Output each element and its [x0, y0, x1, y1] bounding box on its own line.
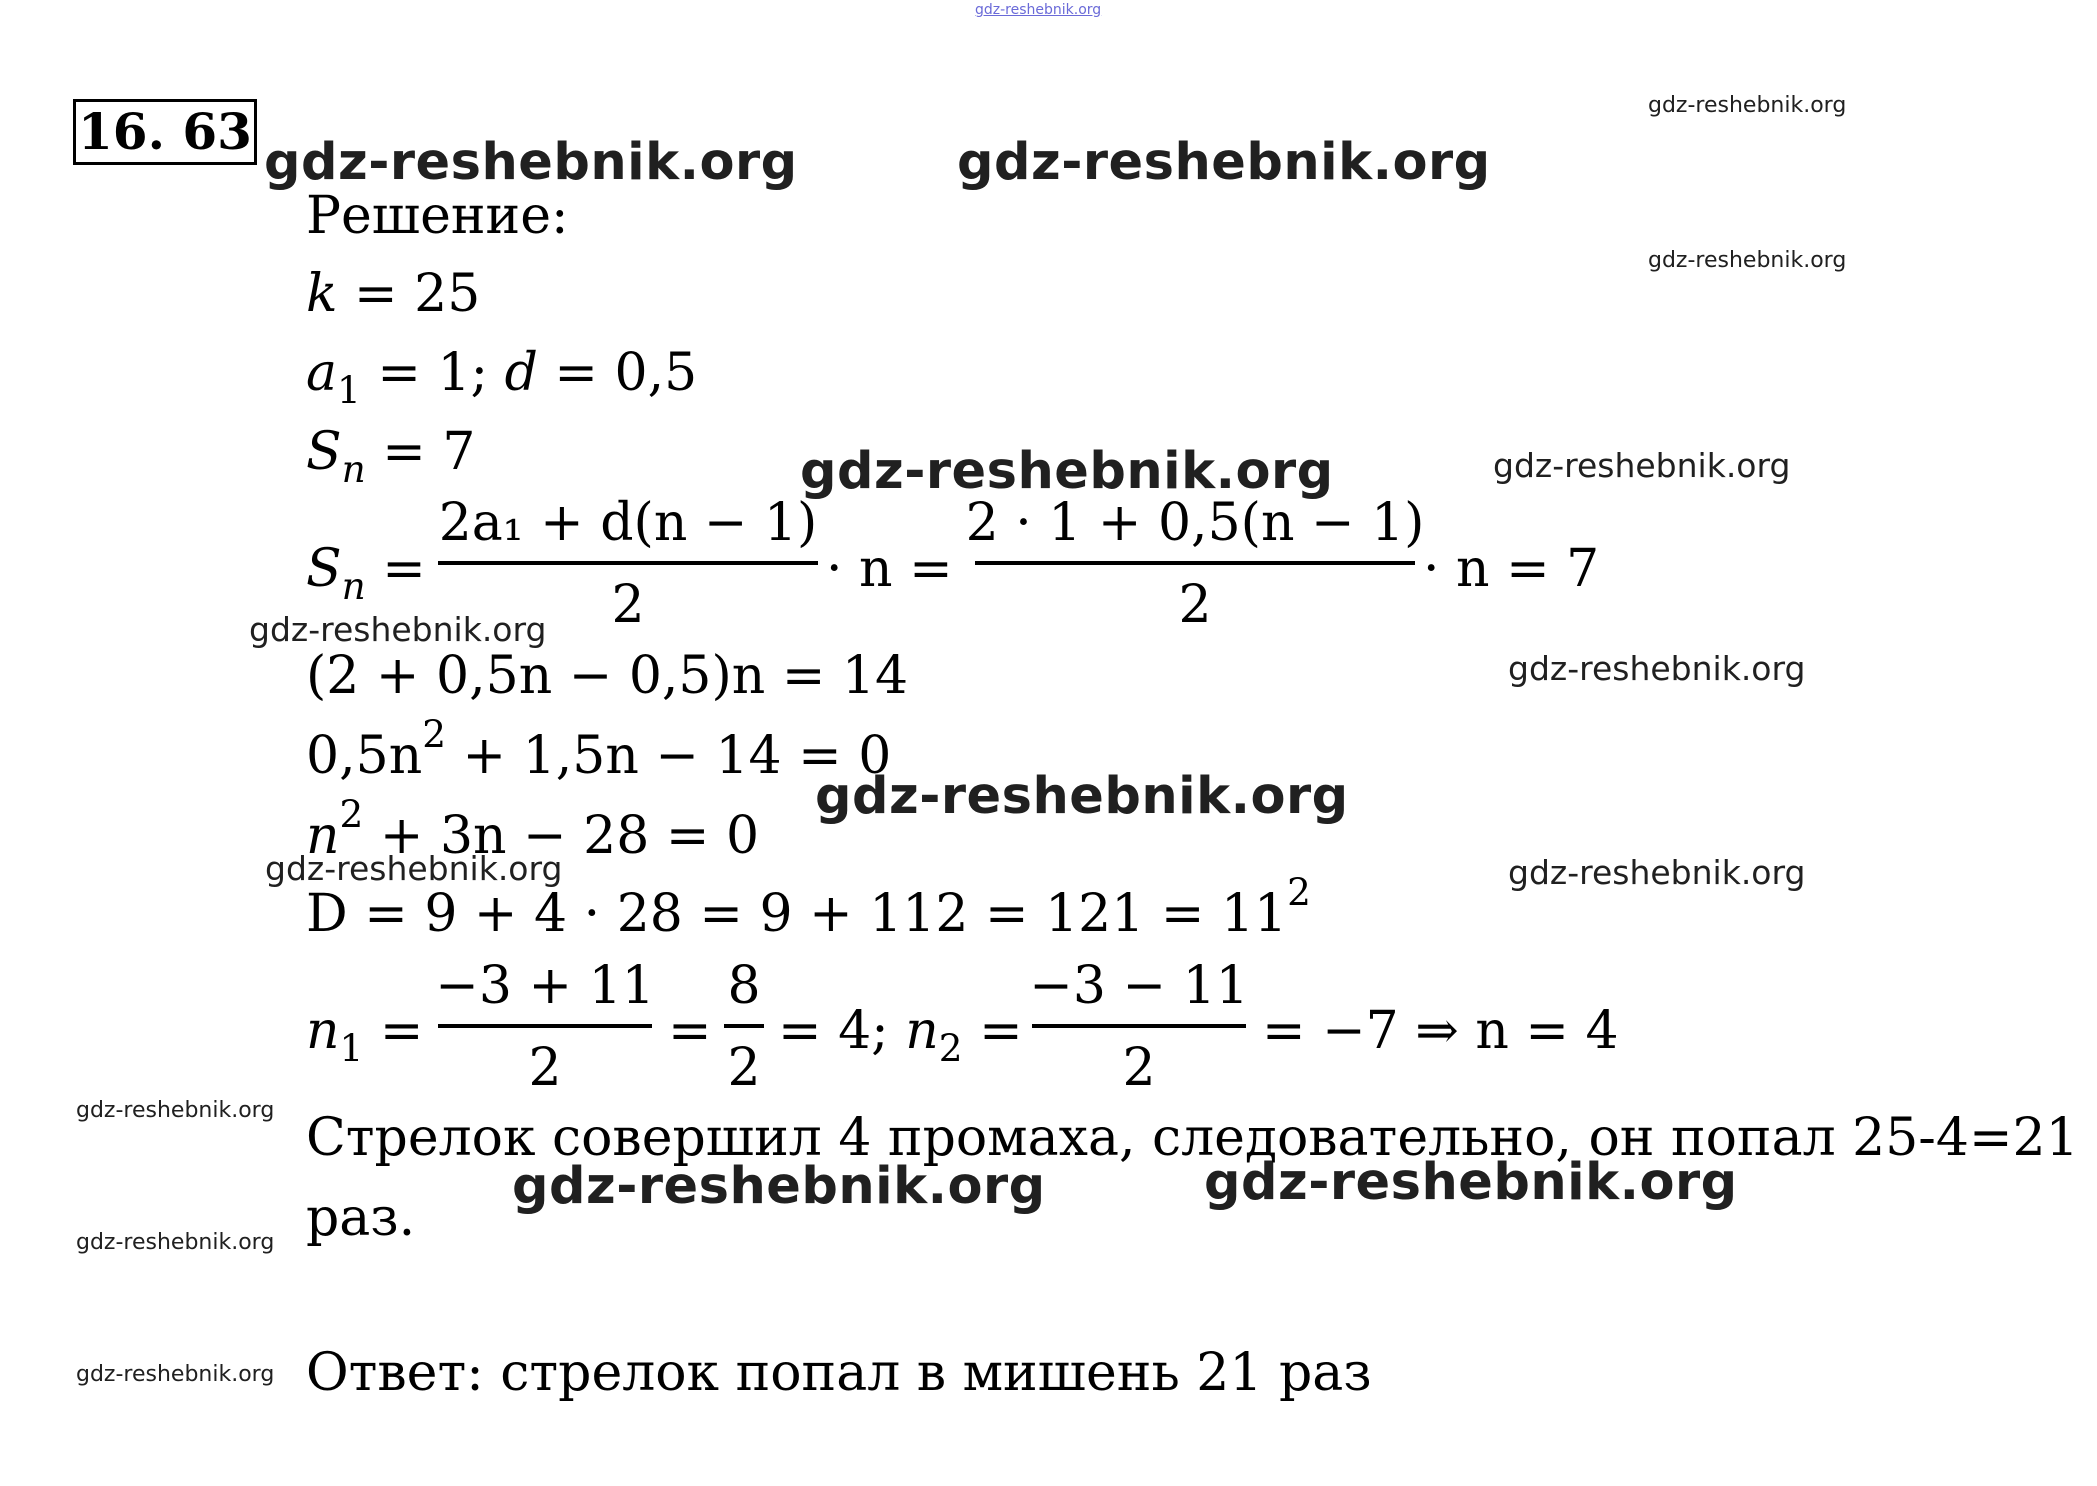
- watermark: gdz-reshebnik.org: [1508, 649, 1806, 688]
- fraction-numerator: 8: [727, 956, 761, 1016]
- exponent: 2: [1287, 869, 1311, 914]
- roots-fraction-1: [435, 956, 655, 1098]
- var-s: S: [306, 422, 342, 482]
- watermark: gdz-reshebnik.org: [1204, 1153, 1738, 1212]
- solution-heading: Решение:: [306, 186, 569, 246]
- exponent: 2: [339, 791, 364, 836]
- watermark: gdz-reshebnik.org: [1648, 93, 1847, 118]
- eq2-rest: + 1,5n − 14 = 0: [446, 726, 892, 786]
- eq2-start: 0,5n: [306, 726, 423, 786]
- equation-line-1: (2 + 0,5n − 0,5)n = 14: [306, 646, 909, 706]
- roots-mid-text: = 4;: [778, 1001, 889, 1061]
- roots-fraction-3: [1029, 956, 1249, 1098]
- given-a1-value: = 1;: [377, 343, 505, 403]
- watermark: gdz-reshebnik.org: [815, 767, 1349, 826]
- watermark: gdz-reshebnik.org: [265, 849, 563, 888]
- fraction-numerator: −3 − 11: [1029, 956, 1249, 1016]
- fraction-denominator: 2: [1122, 1038, 1156, 1098]
- watermark-top[interactable]: gdz-reshebnik.org: [975, 2, 1102, 18]
- given-sn-value: = 7: [382, 422, 476, 482]
- given-d-value: = 0,5: [554, 343, 698, 403]
- var-k: k: [306, 264, 338, 324]
- var-a: a: [306, 343, 338, 403]
- formula-fraction-1: [438, 493, 818, 635]
- index-1: 1: [337, 368, 361, 413]
- discriminant-line: [306, 869, 1311, 944]
- equation-line-3: [306, 791, 760, 866]
- fraction-bar: [438, 1024, 652, 1028]
- var-n: n: [306, 806, 340, 866]
- watermark: gdz-reshebnik.org: [957, 133, 1491, 192]
- equation-line-2: [306, 711, 892, 786]
- fraction-denominator: 2: [727, 1038, 761, 1098]
- given-k-value: = 25: [354, 264, 481, 324]
- answer-line: Ответ: стрелок попал в мишень 21 раз: [306, 1343, 1372, 1403]
- fraction-numerator: 2a₁ + d(n − 1): [438, 493, 818, 553]
- watermark: gdz-reshebnik.org: [264, 133, 798, 192]
- watermark: gdz-reshebnik.org: [76, 1362, 275, 1387]
- fraction-denominator: 2: [1178, 575, 1212, 635]
- roots-mid: = 4; $n_2$ =: [778, 1001, 1023, 1071]
- var-d: d: [504, 343, 538, 403]
- formula-fraction-2: [965, 493, 1425, 635]
- watermark: gdz-reshebnik.org: [512, 1157, 1046, 1216]
- given-a1-d: [306, 343, 698, 413]
- watermark: gdz-reshebnik.org: [76, 1098, 275, 1123]
- formula-tail: · n = 7: [1423, 539, 1600, 599]
- given-k: [306, 264, 481, 324]
- formula-mid: · n =: [826, 539, 953, 599]
- given-sn: [306, 422, 476, 492]
- roots-tail: = −7 ⇒ n = 4: [1262, 1001, 1619, 1061]
- task-number: 16. 63: [73, 99, 257, 165]
- exponent: 2: [422, 711, 446, 756]
- formula-eq: =: [382, 539, 426, 599]
- conclusion-line-2: раз.: [306, 1188, 416, 1248]
- eq3-rest: + 3n − 28 = 0: [363, 806, 760, 866]
- watermark: gdz-reshebnik.org: [1508, 853, 1806, 892]
- watermark: gdz-reshebnik.org: [249, 610, 547, 649]
- fraction-numerator: 2 · 1 + 0,5(n − 1): [965, 493, 1425, 553]
- fraction-numerator: −3 + 11: [435, 956, 655, 1016]
- fraction-bar: [438, 561, 818, 565]
- roots-fraction-2: [724, 956, 764, 1098]
- fraction-bar: [1032, 1024, 1246, 1028]
- formula-lhs: $S_n$ =: [306, 539, 426, 609]
- watermark: gdz-reshebnik.org: [1648, 248, 1847, 273]
- watermark: gdz-reshebnik.org: [1493, 446, 1791, 485]
- fraction-denominator: 2: [611, 575, 645, 635]
- fraction-bar: [975, 561, 1415, 565]
- index-n: n: [341, 447, 366, 492]
- watermark: gdz-reshebnik.org: [76, 1230, 275, 1255]
- roots-eq-sign: =: [668, 1001, 712, 1061]
- fraction-bar: [724, 1024, 764, 1028]
- conclusion-line-1: Стрелок совершил 4 промаха, следовательно, он попал 25-4=21: [306, 1108, 2079, 1168]
- roots-lhs: $n_1$ =: [306, 1001, 424, 1071]
- discriminant-text: D = 9 + 4 · 28 = 9 + 112 = 121 = 11: [306, 884, 1288, 944]
- fraction-denominator: 2: [528, 1038, 562, 1098]
- watermark: gdz-reshebnik.org: [800, 442, 1334, 501]
